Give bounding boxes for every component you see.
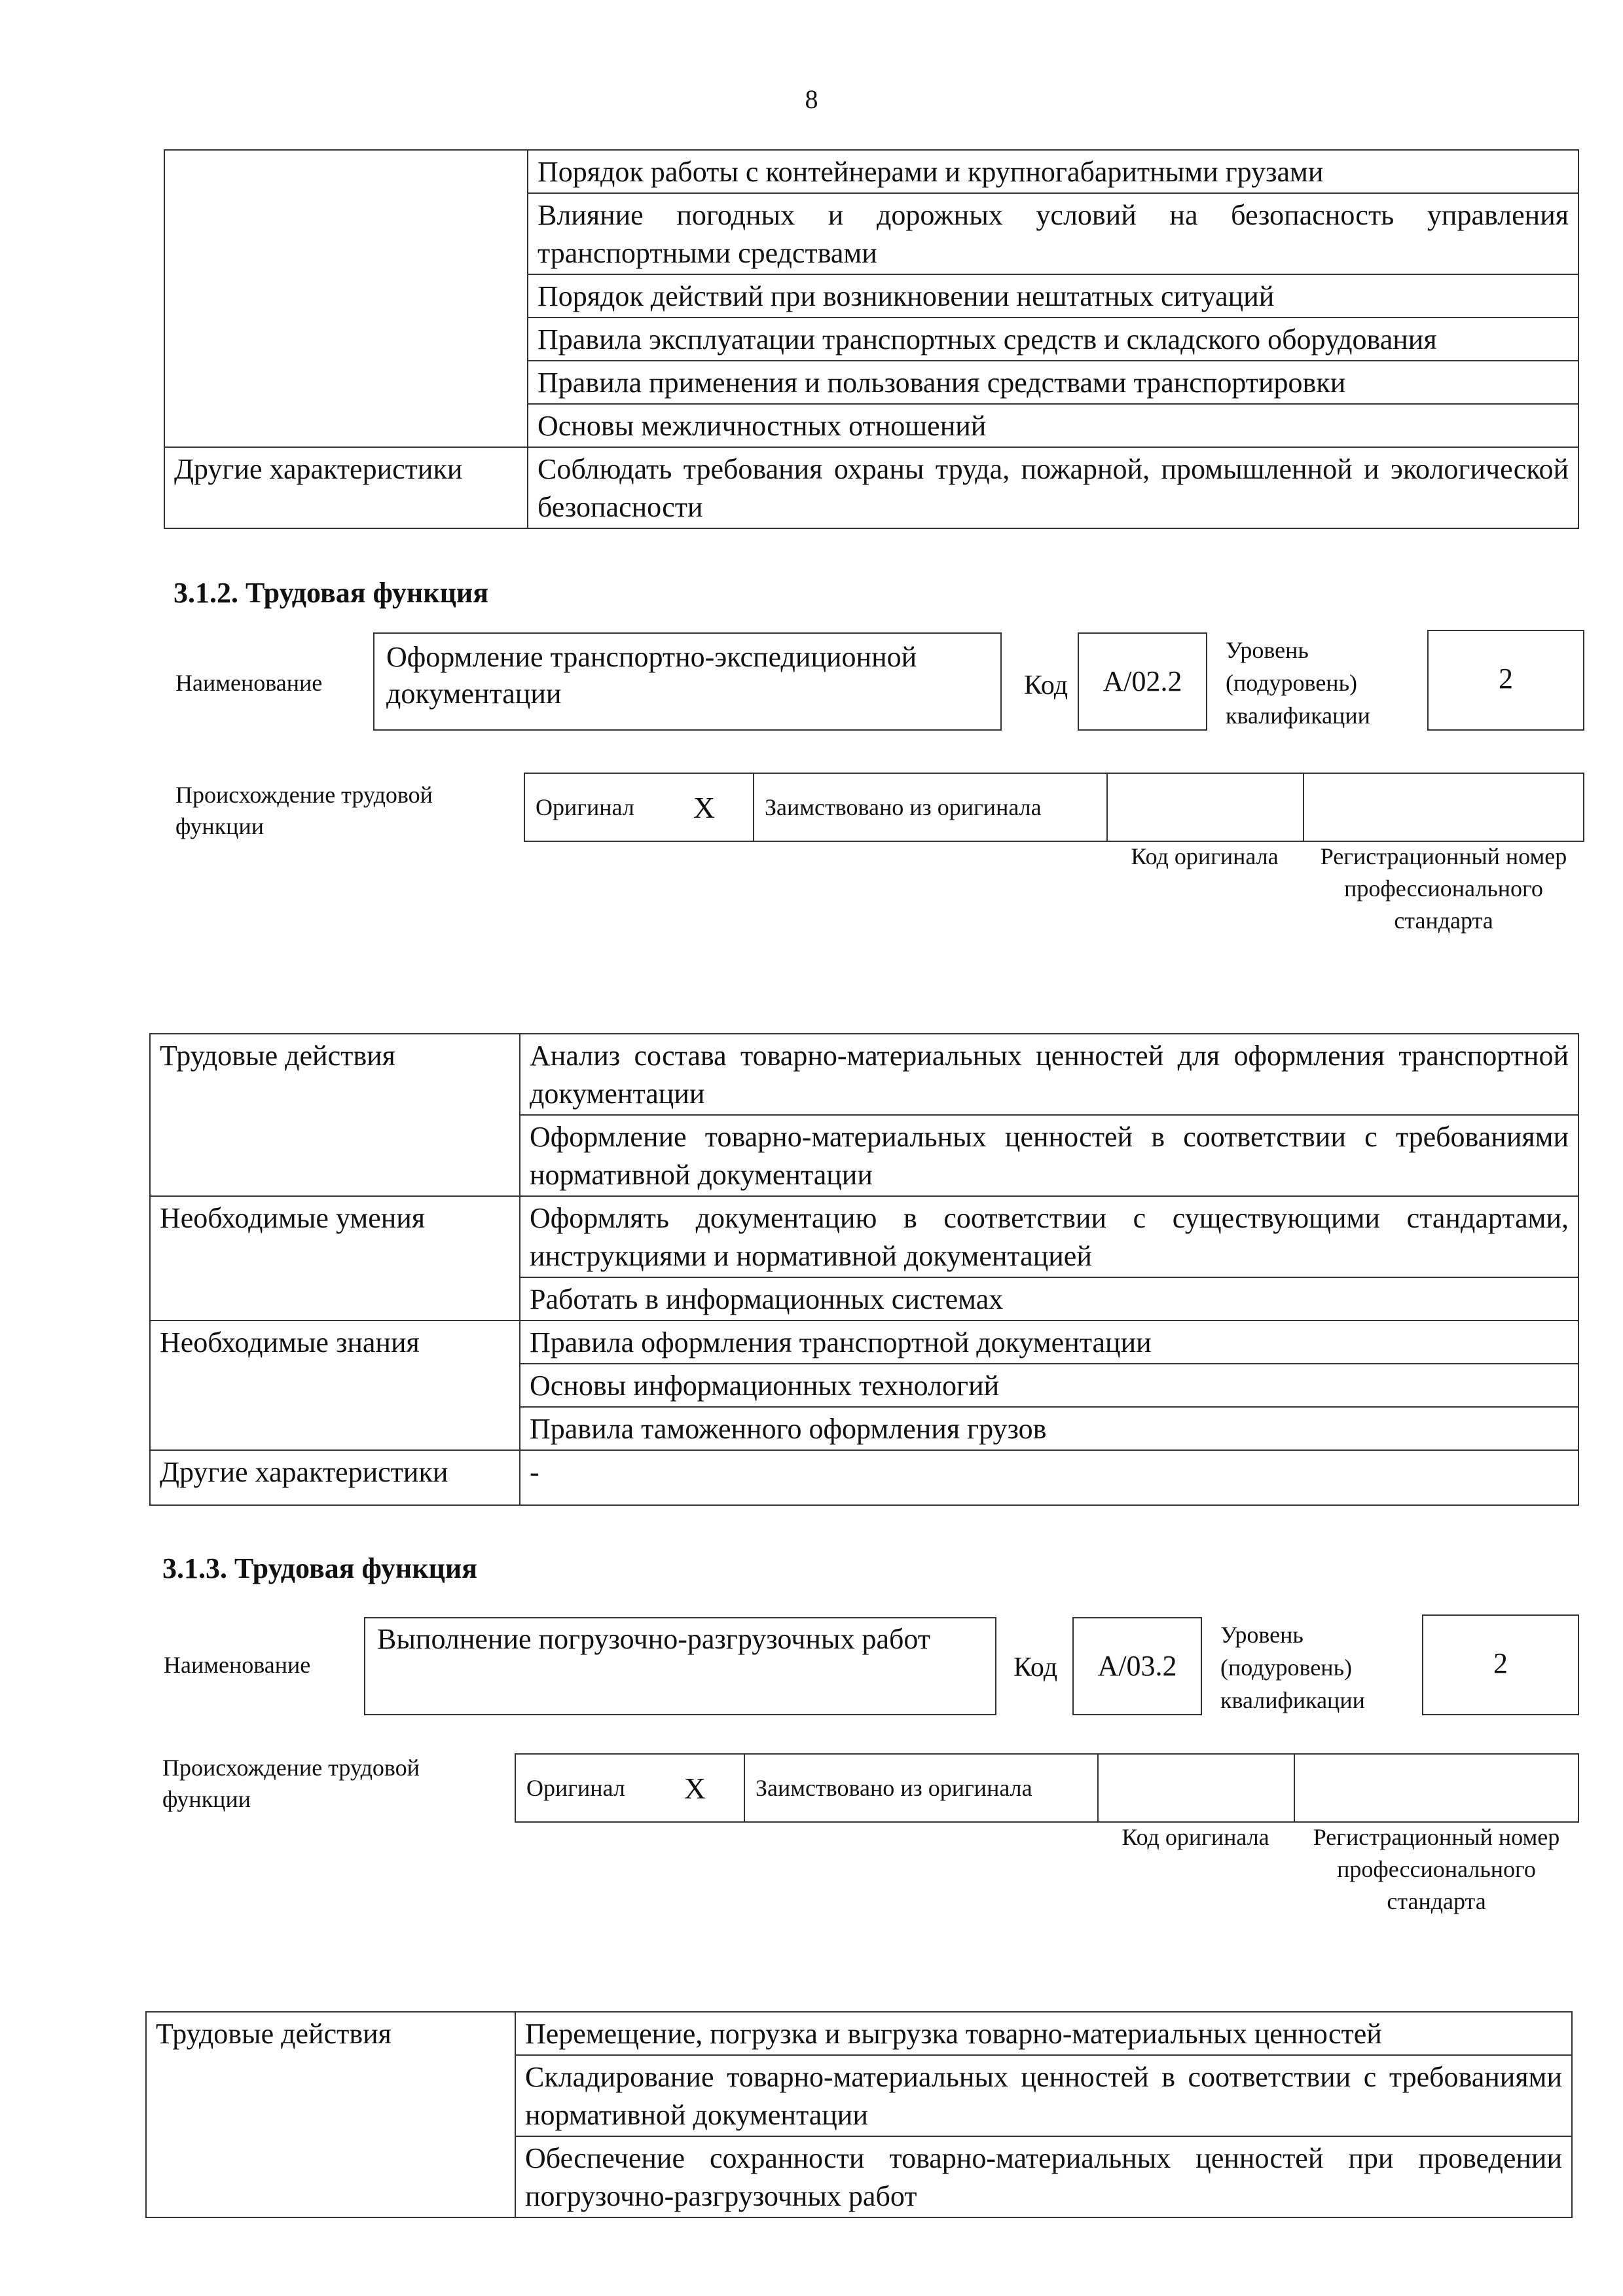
table-row-label: Другие характеристики: [164, 447, 528, 528]
code-original-cell: [1107, 773, 1304, 841]
table-313: [145, 2011, 1573, 2218]
name-value: Оформление транспортно-экспедиционной документации: [386, 641, 917, 710]
table-312: [149, 1033, 1579, 1506]
reg-number-cell: [1304, 773, 1584, 841]
level-value: 2: [1499, 663, 1513, 695]
origin-label: Происхождение трудовой функции: [162, 1755, 420, 1812]
borrowed-label: Заимствовано из оригинала: [754, 773, 1107, 841]
table-cell: Основы информационных технологий: [520, 1364, 1578, 1407]
code-value: А/03.2: [1097, 1650, 1177, 1682]
name-box: [373, 632, 1002, 731]
original-label: Оригинал: [515, 1754, 646, 1822]
table-row-label: Необходимые умения: [150, 1196, 520, 1321]
code-label: Код: [1024, 670, 1068, 701]
table-cell: Правила оформления транспортной документации: [520, 1321, 1578, 1364]
table-cell: Правила применения и пользования средствами транспортировки: [528, 361, 1578, 404]
section-title: 3.1.3. Трудовая функция: [162, 1552, 478, 1584]
table-cell: Влияние погодных и дорожных условий на безопасность управления транспортными средствами: [528, 193, 1578, 274]
level-box: [1422, 1614, 1579, 1715]
level-value: 2: [1493, 1647, 1508, 1679]
original-mark: X: [655, 773, 754, 841]
table-cell: Обеспечение сохранности товарно-материальных ценностей при проведении погрузочно-разгрузочных работ: [515, 2136, 1572, 2217]
reg-number-cell: [1294, 1754, 1578, 1822]
code-original-caption: Код оригинала: [1122, 1824, 1269, 1850]
reg-number-caption: Регистрационный номер профессионального стандарта: [1313, 1824, 1560, 1914]
table-row-label: Трудовые действия: [146, 2012, 515, 2217]
table-row-label: [164, 150, 528, 447]
borrowed-label: Заимствовано из оригинала: [744, 1754, 1098, 1822]
code-label: Код: [1013, 1652, 1058, 1683]
table-cell: Перемещение, погрузка и выгрузка товарно-материальных ценностей: [515, 2012, 1572, 2055]
level-label: Уровень (подуровень) квалификации: [1226, 637, 1370, 729]
name-label: Наименование: [164, 1652, 311, 1678]
table-cell: Основы межличностных отношений: [528, 404, 1578, 447]
origin-table: [524, 773, 1584, 842]
table-row-label: Другие характеристики: [150, 1450, 520, 1505]
level-box: [1427, 630, 1584, 731]
page-number: 8: [805, 84, 818, 114]
table-row-label: Трудовые действия: [150, 1034, 520, 1196]
code-box: [1072, 1617, 1202, 1715]
table-cell: Складирование товарно-материальных ценностей в соответствии с требованиями нормативной документации: [515, 2055, 1572, 2136]
origin-label: Происхождение трудовой функции: [175, 782, 433, 839]
name-box: [364, 1617, 996, 1715]
table-row-label: Необходимые знания: [150, 1321, 520, 1450]
original-mark: X: [646, 1754, 744, 1822]
table-top: [164, 149, 1579, 529]
code-box: [1078, 632, 1207, 731]
table-cell: Порядок работы с контейнерами и крупногабаритными грузами: [528, 150, 1578, 193]
section-title: 3.1.2. Трудовая функция: [173, 577, 489, 609]
code-original-caption: Код оригинала: [1131, 843, 1279, 869]
table-cell: Соблюдать требования охраны труда, пожарной, промышленной и экологической безопасности: [528, 447, 1578, 528]
table-cell: Правила эксплуатации транспортных средств и складского оборудования: [528, 318, 1578, 361]
origin-table: [515, 1753, 1579, 1823]
table-cell: Порядок действий при возникновении нештатных ситуаций: [528, 274, 1578, 318]
table-cell: -: [520, 1450, 1578, 1505]
name-label: Наименование: [175, 670, 323, 696]
code-original-cell: [1098, 1754, 1294, 1822]
table-cell: Правила таможенного оформления грузов: [520, 1407, 1578, 1450]
table-cell: Оформлять документацию в соответствии с существующими стандартами, инструкциями и нормативной документацией: [520, 1196, 1578, 1277]
table-cell: Оформление товарно-материальных ценностей в соответствии с требованиями нормативной документации: [520, 1115, 1578, 1196]
level-label: Уровень (подуровень) квалификации: [1220, 1622, 1365, 1713]
reg-number-caption: Регистрационный номер профессионального стандарта: [1320, 843, 1567, 934]
table-cell: Анализ состава товарно-материальных ценностей для оформления транспортной документации: [520, 1034, 1578, 1115]
table-cell: Работать в информационных системах: [520, 1277, 1578, 1321]
original-label: Оригинал: [524, 773, 655, 841]
name-value: Выполнение погрузочно-разгрузочных работ: [377, 1623, 931, 1655]
code-value: А/02.2: [1103, 665, 1182, 697]
